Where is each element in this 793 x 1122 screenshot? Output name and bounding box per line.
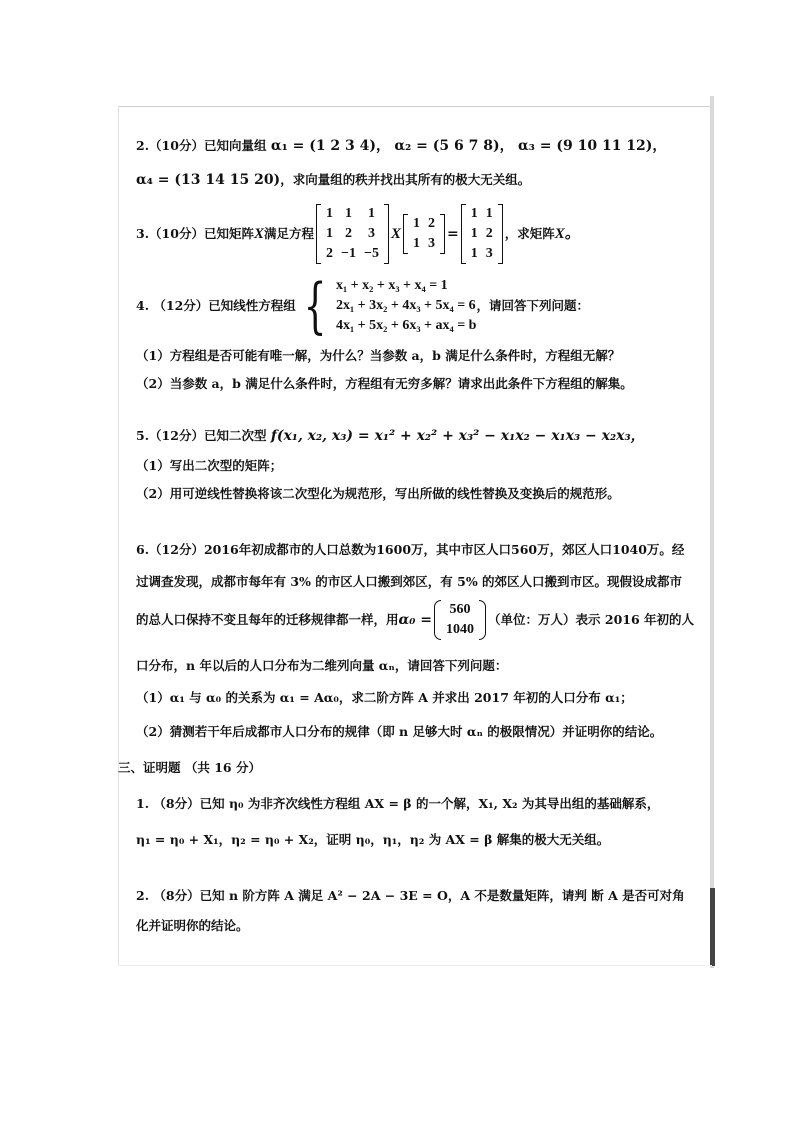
- question-4-sub-2: （2）当参数 a，b 满足什么条件时，方程组有无穷多解？请求出此条件下方程组的解集。: [136, 376, 633, 391]
- question-6-line-2: 过调查发现，成都市每年有 3% 的市区人口搬到郊区，有 5% 的郊区人口搬到市区。现假设成都市: [136, 574, 683, 589]
- question-6-line-1: 6.（12分）2016年初成都市的人口总数为1600万，其中市区人口560万，郊区人口1040万。经: [136, 542, 685, 557]
- matrix-entry: 2: [344, 226, 352, 241]
- proof-1-line-2: η₁ = η₀ + X₁，η₂ = η₀ + X₂，证明 η₀，η₁，η₂ 为 AX = β 解集的极大无关组。: [136, 832, 610, 847]
- question-4-task: ，请回答下列问题：: [476, 298, 589, 313]
- question-2-line-1: [136, 136, 666, 156]
- question-3: [136, 204, 580, 264]
- question-2-prefix: 2.（10分）已知向量组: [136, 138, 267, 153]
- question-3-task: ，求矩阵: [504, 226, 555, 241]
- question-5-sub-2: （2）用可逆线性替换将该二次型化为规范形，写出所做的线性替换及变换后的规范形。: [136, 486, 620, 501]
- matrix-entry: 2: [427, 216, 435, 231]
- matrix-entry: 1: [344, 206, 352, 221]
- section-3-title: 三、证明题 （共 16 分）: [118, 760, 261, 775]
- question-6-line-3-a: 的总人口保持不变且每年的迁移规律都一样，用: [136, 612, 399, 627]
- question-5-sub-1: （1）写出二次型的矩阵；: [136, 458, 283, 473]
- proof-2-line-1: 2. （8分）已知 n 阶方阵 A 满足 A² − 2A − 3E = O，A 不是数量矩阵，请判 断 A 是否可对角: [136, 888, 685, 903]
- question-6-line-3: [136, 600, 694, 640]
- matrix-entry: 1: [325, 206, 333, 221]
- equals-sign: =: [446, 226, 459, 242]
- matrix-entry: 3: [485, 246, 493, 261]
- matrix-entry: 3: [427, 236, 435, 251]
- matrix-entry: 3: [367, 226, 375, 241]
- alpha-0-label: α₀ =: [398, 612, 433, 628]
- question-3-prefix: 3.（10分）已知矩阵: [136, 226, 254, 241]
- question-5-prefix: 5.（12分）已知二次型: [136, 428, 267, 443]
- matrix-x-in-equation: X: [390, 226, 401, 242]
- proof-2-line-2: 化并证明你的结论。: [136, 918, 249, 933]
- scan-frame-bottom: [118, 965, 712, 966]
- quadratic-form-formula: f(x₁, x₂, x₃) = x₁² + x₂² + x₃² − x₁x₂ − x₁x₃ − x₂x₃，: [270, 428, 645, 444]
- scan-frame-right: [710, 96, 714, 968]
- scan-frame-left: [118, 106, 119, 966]
- matrix-entry: −5: [363, 246, 379, 261]
- equation-system: [336, 276, 477, 336]
- vector-alpha-2: α₂ = (5 6 7 8)，: [394, 138, 514, 154]
- question-3-mid: 满足方程: [263, 226, 314, 241]
- question-6-sub-1: （1）α₁ 与 α₀ 的关系为 α₁ = Aα₀，求二阶方阵 A 并求出 2017 年初的人口分布 α₁；: [136, 690, 633, 705]
- matrix-x-symbol: X: [253, 226, 264, 242]
- matrix-entry: 1: [367, 206, 375, 221]
- matrix-entry: 1: [470, 226, 478, 241]
- matrix-entry: 1: [485, 206, 493, 221]
- equation-3: 4x₁ + 5x₂ + 6x₃ + ax₄ = b: [335, 318, 477, 333]
- matrix-entry: 1: [412, 236, 420, 251]
- question-2-task: ，求向量组的秩并找出其所有的极大无关组。: [280, 172, 531, 187]
- vector-alpha-3: α₃ = (9 10 11 12)，: [517, 138, 667, 154]
- matrix-entry: 1: [470, 206, 478, 221]
- question-2-line-2: [136, 170, 530, 190]
- matrix-entry: 2: [485, 226, 493, 241]
- scan-shadow-edge: [710, 888, 715, 966]
- matrix-entry: −1: [340, 246, 356, 261]
- result-matrix-3x2: [461, 204, 503, 264]
- matrix-entry: 1: [470, 246, 478, 261]
- proof-1-line-1: 1. （8分）已知 η₀ 为非齐次线性方程组 AX = β 的一个解，X₁, X₂ 为其导出组的基础解系，: [136, 796, 660, 811]
- left-brace: {: [303, 271, 327, 341]
- question-6-sub-2: （2）猜测若干年后成都市人口分布的规律（即 n 足够大时 αₙ 的极限情况）并证明你的结论。: [136, 724, 663, 739]
- vector-alpha-4: α₄ = (13 14 15 20): [136, 172, 281, 188]
- matrix-entry: 1040: [446, 622, 475, 637]
- question-6-line-4: 口分布，n 年以后的人口分布为二维列向量 αₙ，请回答下列问题：: [136, 658, 508, 673]
- vector-alpha-1: α₁ = (1 2 3 4)，: [270, 138, 391, 154]
- scan-frame-top: [118, 106, 714, 107]
- coefficient-matrix-3x3: [316, 204, 389, 264]
- question-3-end: X。: [554, 226, 580, 242]
- population-vector: [434, 600, 486, 640]
- right-matrix-2x2: [403, 214, 445, 254]
- matrix-entry: 2: [325, 246, 333, 261]
- matrix-entry: 1: [412, 216, 420, 231]
- equation-1: x₁ + x₂ + x₃ + x₄ = 1: [335, 278, 448, 293]
- question-5: [136, 426, 645, 446]
- matrix-entry: 560: [449, 602, 471, 617]
- question-4-prefix: 4. （12分）已知线性方程组: [136, 298, 296, 313]
- question-4-sub-1: （1）方程组是否可能有唯一解，为什么？当参数 a，b 满足什么条件时，方程组无解？: [136, 348, 621, 363]
- question-6-line-3-b: （单位：万人）表示 2016 年初的人: [488, 612, 695, 627]
- matrix-entry: 1: [325, 226, 333, 241]
- question-4: [136, 271, 589, 341]
- equation-2: 2x₁ + 3x₂ + 4x₃ + 5x₄ = 6: [335, 298, 476, 313]
